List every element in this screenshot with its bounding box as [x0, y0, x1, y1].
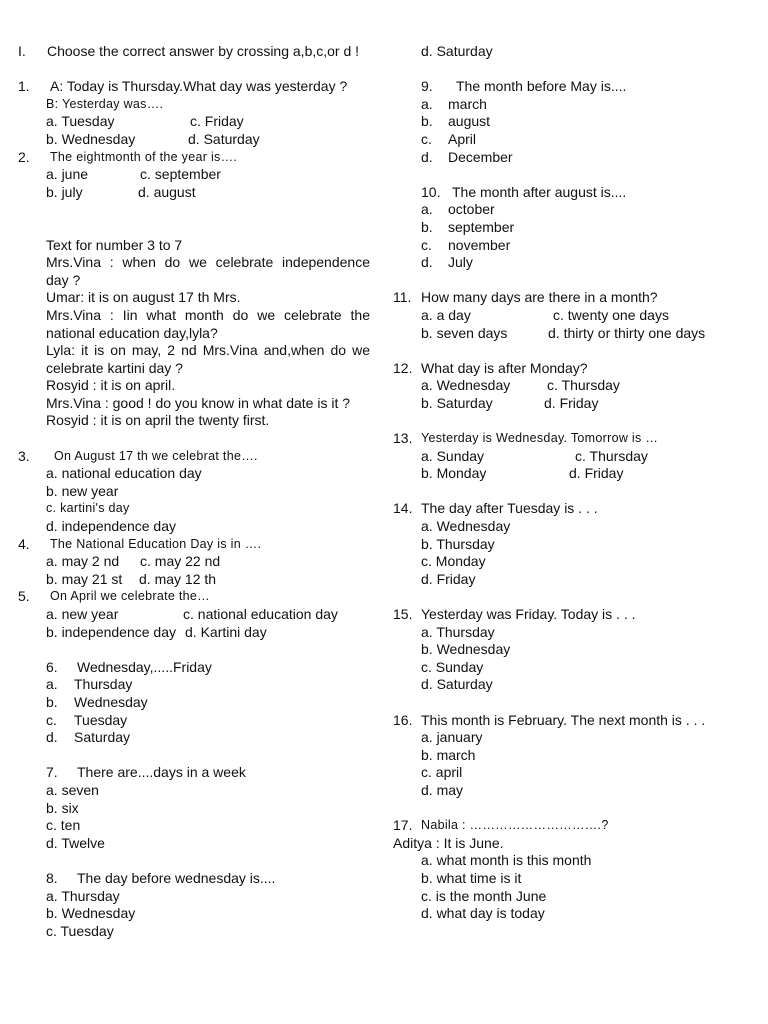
q8-option-a: a. Thursday [46, 887, 120, 904]
q13-number: 13. [393, 430, 413, 447]
q10-option-a-letter: a. [421, 201, 433, 218]
q11-option-b: b. seven days [421, 324, 508, 341]
q4-option-b: b. may 21 st [46, 570, 123, 587]
q17-sub: Aditya : It is June. [393, 834, 504, 851]
q7-option-a: a. seven [46, 781, 99, 798]
q10-option-c: november [448, 236, 511, 253]
question-13 [393, 430, 763, 448]
q1-sub: B: Yesterday was…. [46, 96, 164, 111]
q7-number: 7. [46, 764, 58, 781]
q7-option-d: d. Twelve [46, 834, 105, 851]
q4-option-c: c. may 22 nd [140, 553, 221, 570]
q5-option-d: d. Kartini day [185, 623, 267, 640]
question-6 [18, 659, 370, 677]
text-line-3a: Mrs.Vina : Iin what month do we celebrate the [46, 306, 370, 323]
q2-option-c: c. september [140, 166, 221, 183]
question-2 [18, 149, 370, 167]
q11-number: 11. [393, 289, 412, 306]
text-line-3b: national education day,lyla? [46, 324, 218, 341]
text-title: Text for number 3 to 7 [46, 236, 183, 253]
q1-text: A: Today is Thursday.What day was yesterday ? [50, 78, 348, 95]
q11-option-c: c. twenty one days [553, 306, 669, 323]
text-line-6: Mrs.Vina : good ! do you know in what date is it ? [46, 394, 351, 411]
q6-option-c: Tuesday [74, 711, 128, 728]
q12-number: 12. [393, 359, 413, 376]
q12-text: What day is after Monday? [421, 359, 588, 376]
q17-option-c: c. is the month June [421, 887, 547, 904]
q9-option-d: December [448, 148, 513, 165]
question-10 [393, 184, 763, 202]
q2-number: 2. [18, 148, 30, 165]
q5-option-a: a. new year [46, 606, 119, 622]
q16-option-b: b. march [421, 746, 476, 763]
question-9 [393, 78, 763, 96]
q11-option-a: a. a day [421, 306, 471, 323]
q1-option-d: d. Saturday [188, 130, 260, 147]
q17-option-d: d. what day is today [421, 905, 545, 922]
q17-number: 17. [393, 817, 413, 834]
q9-option-c: April [448, 130, 477, 147]
q5-option-c: c. national education day [183, 606, 338, 622]
q7-option-c: c. ten [46, 817, 81, 834]
q3-text: On August 17 th we celebrat the…. [54, 448, 258, 463]
q14-option-c: c. Monday [421, 553, 486, 570]
q12-option-b: b. Saturday [421, 394, 493, 411]
reading-text [18, 237, 370, 431]
q16-number: 16. [393, 711, 413, 728]
q14-number: 14. [393, 500, 413, 517]
q15-text: Yesterday was Friday. Today is . . . [421, 606, 636, 622]
q13-option-a: a. Sunday [421, 447, 485, 464]
q2-text: The eightmonth of the year is…. [50, 149, 238, 164]
q3-option-a: a. national education day [46, 465, 202, 482]
q10-option-b-letter: b. [421, 218, 433, 235]
q5-text: On April we celebrate the… [50, 589, 210, 604]
q2-option-d: d. august [138, 183, 196, 200]
question-12 [393, 360, 763, 378]
q17-option-b: b. what time is it [421, 869, 522, 886]
q14-option-d: d. Friday [421, 570, 476, 587]
q13-text: Yesterday is Wednesday. Tomorrow is … [421, 431, 659, 446]
q12-option-d: d. Friday [544, 394, 599, 411]
q14-option-b: b. Thursday [421, 535, 495, 552]
q12-option-c: c. Thursday [547, 377, 620, 394]
q17-text: Nabila : ………………………….? [421, 818, 609, 833]
q10-option-a: october [448, 201, 495, 218]
question-4 [18, 536, 370, 554]
q1-option-a: a. Tuesday [46, 113, 115, 130]
q1-number: 1. [18, 78, 30, 95]
q6-option-a-letter: a. [46, 676, 58, 693]
q3-option-d: d. independence day [46, 518, 176, 535]
question-17 [393, 817, 763, 835]
q10-option-d: July [448, 254, 473, 271]
q6-option-d-letter: d. [46, 729, 58, 746]
q9-option-b-letter: b. [421, 113, 433, 130]
q16-option-a: a. january [421, 729, 483, 746]
q16-option-d: d. may [421, 781, 464, 798]
q10-text: The month after august is.... [452, 183, 627, 200]
text-line-4b: celebrate kartini day ? [46, 359, 183, 376]
q17-option-a: a. what month is this month [421, 852, 592, 869]
q13-option-b: b. Monday [421, 465, 487, 482]
q16-text: This month is February. The next month is . . . [421, 711, 706, 728]
q1-option-b: b. Wednesday [46, 130, 136, 147]
right-column [393, 43, 763, 923]
q6-option-b-letter: b. [46, 693, 58, 710]
q6-number: 6. [46, 658, 58, 675]
q1-option-c: c. Friday [190, 113, 244, 130]
q4-option-d: d. may 12 th [139, 570, 217, 587]
q9-option-a-letter: a. [421, 95, 433, 112]
question-7 [18, 764, 370, 782]
q4-number: 4. [18, 535, 30, 552]
q15-option-a: a. Thursday [421, 623, 495, 640]
q8-text: The day before wednesday is.... [77, 869, 276, 886]
q11-text: How many days are there in a month? [421, 289, 658, 306]
q2-option-a: a. june [46, 166, 89, 183]
q4-text: The National Education Day is in …. [50, 536, 262, 551]
q16-option-c: c. april [421, 764, 463, 781]
q9-option-b: august [448, 113, 491, 130]
text-line-4a: Lyla: it is on may, 2 nd Mrs.Vina and,when do we [46, 342, 370, 359]
q6-option-b: Wednesday [74, 693, 148, 710]
question-3 [18, 448, 370, 466]
q7-option-b: b. six [46, 799, 79, 816]
q14-option-a: a. Wednesday [421, 518, 511, 535]
text-line-2: Umar: it is on august 17 th Mrs. [46, 289, 241, 306]
q10-option-b: september [448, 218, 515, 235]
q13-option-c: c. Thursday [575, 447, 648, 464]
q5-option-b: b. independence day [46, 623, 176, 640]
q8-option-b: b. Wednesday [46, 905, 136, 922]
q9-text: The month before May is.... [456, 78, 627, 95]
q9-number: 9. [421, 78, 433, 95]
q11-option-d: d. thirty or thirty one days [548, 324, 706, 341]
q2-option-b: b. july [46, 183, 83, 200]
q8-number: 8. [46, 869, 58, 886]
text-line-5: Rosyid : it is on april. [46, 377, 176, 394]
left-column [18, 43, 370, 940]
q8-option-c: c. Tuesday [46, 922, 114, 939]
q12-option-a: a. Wednesday [421, 377, 511, 394]
q9-option-c-letter: c. [421, 130, 432, 147]
q14-text: The day after Tuesday is . . . [421, 500, 598, 517]
question-1 [18, 78, 370, 96]
instruction-text: Choose the correct answer by crossing a,b,c,or d ! [47, 43, 360, 59]
q9-option-a: march [448, 95, 487, 112]
q15-option-c: c. Sunday [421, 658, 484, 675]
q8-option-d: d. Saturday [421, 43, 493, 59]
text-line-7: Rosyid : it is on april the twenty first. [46, 412, 270, 429]
q15-option-d: d. Saturday [421, 676, 493, 693]
instruction [18, 43, 370, 61]
question-8 [18, 870, 370, 888]
q10-option-d-letter: d. [421, 254, 433, 271]
q3-number: 3. [18, 447, 30, 464]
q15-option-b: b. Wednesday [421, 641, 511, 658]
q3-option-b: b. new year [46, 482, 119, 499]
q6-text: Wednesday,.....Friday [77, 658, 212, 675]
q6-option-c-letter: c. [46, 711, 57, 728]
question-16 [393, 712, 763, 730]
q10-number: 10. [421, 183, 441, 200]
text-line-1a: Mrs.Vina : when do we celebrate independence [46, 254, 370, 271]
q13-option-d: d. Friday [569, 465, 624, 482]
q6-option-a: Thursday [74, 676, 133, 693]
q6-option-d: Saturday [74, 729, 131, 746]
q3-option-c: c. kartini's day [46, 501, 130, 516]
question-5 [18, 588, 370, 606]
q10-option-c-letter: c. [421, 236, 432, 253]
q7-text: There are....days in a week [77, 764, 246, 781]
question-14 [393, 500, 763, 518]
q4-option-a: a. may 2 nd [46, 553, 120, 570]
question-11 [393, 289, 763, 307]
q9-option-d-letter: d. [421, 148, 433, 165]
instruction-number: I. [18, 43, 26, 59]
question-15 [393, 606, 763, 624]
text-line-1b: day ? [46, 271, 81, 288]
q5-number: 5. [18, 588, 30, 605]
q15-number: 15. [393, 606, 413, 622]
